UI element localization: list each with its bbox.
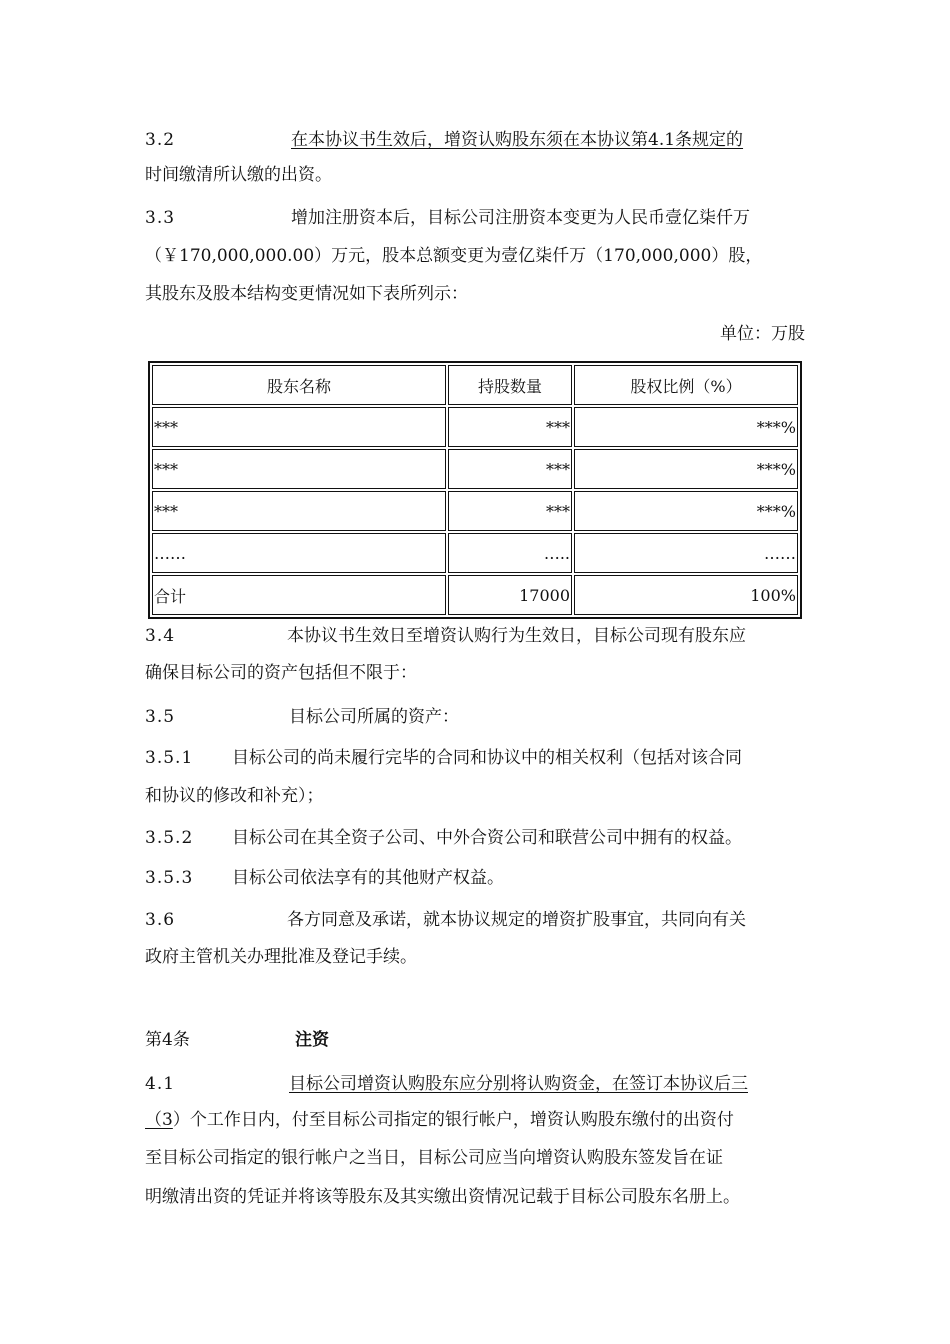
article-4-heading [145,1028,329,1052]
table-row [152,407,798,447]
shareholder-table [148,361,802,619]
clause-3-5-3: 3.5.3 目标公司依法享有的其他财产权益。 [145,868,504,888]
header-share-ratio: 股权比例（%） [574,365,798,405]
clause-4-1-line3: 至目标公司指定的银行帐户之当日，目标公司应当向增资认购股东签发旨在证 [145,1148,723,1168]
article-4-title: 注资 [295,1030,329,1050]
clause-3-5-2: 3.5.2 目标公司在其全资子公司、中外合资公司和联营公司中拥有的权益。 [145,828,742,848]
cell-ratio: 100% [574,575,798,615]
article-4-number: 第4条 [145,1030,190,1050]
clause-3-2-line1: 3.2 在本协议书生效后，增资认购股东须在本协议第4.1条规定的 [145,130,744,150]
clause-4-1-line2: （3）个工作日内，付至目标公司指定的银行帐户，增资认购股东缴付的出资付 [145,1110,734,1130]
table-row [152,533,798,573]
table-header-row [152,365,798,405]
table-total-row [152,575,798,615]
cell-name: …… [152,533,446,573]
table-row [152,491,798,531]
clause-3-5-1-line2: 和协议的修改和补充）； [145,786,324,806]
cell-name: *** [152,491,446,531]
table-row [152,449,798,489]
cell-count: *** [448,449,572,489]
clause-4-1-line4: 明缴清出资的凭证并将该等股东及其实缴出资情况记载于目标公司股东名册上。 [145,1187,740,1207]
cell-ratio: …… [574,533,798,573]
clause-3-3-line1: 3.3 增加注册资本后，目标公司注册资本变更为人民币壹亿柒仟万 [145,208,750,228]
clause-3-6-line1: 3.6 各方同意及承诺，就本协议规定的增资扩股事宜，共同向有关 [145,910,746,930]
cell-count: 17000 [448,575,572,615]
clause-3-6-line2: 政府主管机关办理批准及登记手续。 [145,947,417,967]
unit-label: 单位：万股 [720,324,805,344]
clause-3-2-line2: 时间缴清所认缴的出资。 [145,165,332,185]
clause-3-5: 3.5 目标公司所属的资产： [145,707,459,727]
clause-3-4-line2: 确保目标公司的资产包括但不限于： [145,663,417,683]
cell-count: ….. [448,533,572,573]
cell-name: *** [152,407,446,447]
clause-3-4-line1: 3.4 本协议书生效日至增资认购行为生效日，目标公司现有股东应 [145,626,746,646]
cell-name: *** [152,449,446,489]
cell-name: 合计 [152,575,446,615]
clause-4-1-line1: 4.1 目标公司增资认购股东应分别将认购资金，在签订本协议后三 [145,1074,748,1094]
clause-3-3-line3: 其股东及股本结构变更情况如下表所列示： [145,284,468,304]
cell-ratio: ***% [574,407,798,447]
cell-ratio: ***% [574,449,798,489]
header-shareholder-name: 股东名称 [152,365,446,405]
clause-3-3-line2: （￥170,000,000.00）万元，股本总额变更为壹亿柒仟万（170,000,000）股， [145,246,763,266]
cell-ratio: ***% [574,491,798,531]
cell-count: *** [448,407,572,447]
clause-3-5-1-line1: 3.5.1 目标公司的尚未履行完毕的合同和协议中的相关权利（包括对该合同 [145,748,742,768]
cell-count: *** [448,491,572,531]
header-share-count: 持股数量 [448,365,572,405]
